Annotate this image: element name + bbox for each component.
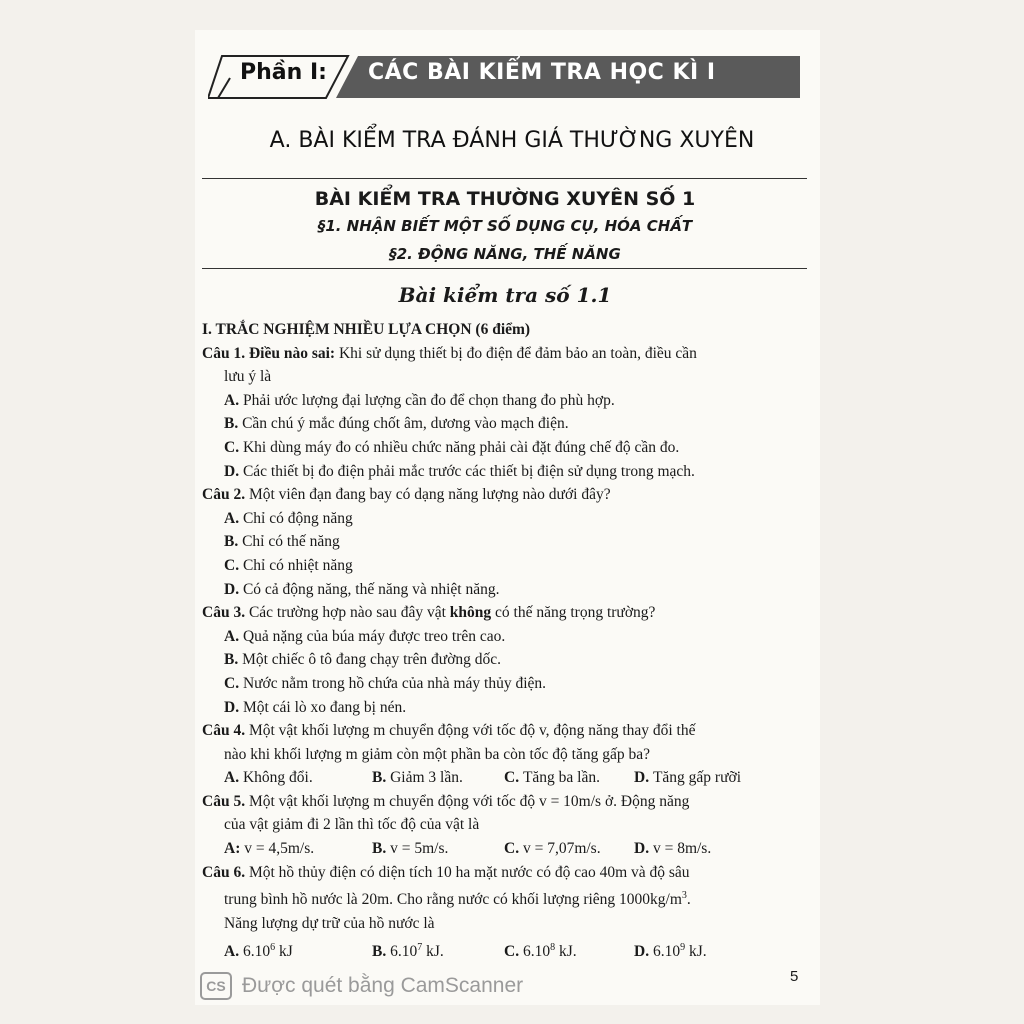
q2-option-a: A. Chỉ có động năng xyxy=(224,509,353,527)
topic-2: §2. ĐỘNG NĂNG, THẾ NĂNG xyxy=(389,245,621,263)
q1-text: Khi sử dụng thiết bị đo điện để đảm bảo an toàn, điều cần xyxy=(338,344,697,362)
top-rule xyxy=(202,178,807,179)
q3-option-b: B. Một chiếc ô tô đang chạy trên đường dốc. xyxy=(224,651,502,669)
part-title: CÁC BÀI KIỂM TRA HỌC KÌ I xyxy=(368,60,716,85)
q6-option-c: C. 6.10$^8$ kJ. xyxy=(504,941,577,960)
question-6: Câu 6. Một hồ thủy điện có diện tích 10 ha mặt nước có độ cao 40m và độ sâu xyxy=(202,863,690,881)
q3-option-d: D. Một cái lò xo đang bị nén. xyxy=(224,698,407,716)
part-banner xyxy=(208,52,800,100)
q6-options xyxy=(202,936,810,964)
q5-option-b: B. v = 5m/s. xyxy=(372,840,449,858)
q3-option-a: A. Quả nặng của búa máy được treo trên cao. xyxy=(224,627,506,645)
q4-option-b: B. Giảm 3 lần. xyxy=(372,769,463,787)
q1-option-c: C. Khi dùng máy đo có nhiều chức năng phải cài đặt đúng chế độ cần đo. xyxy=(224,438,680,456)
section-a-heading: A. BÀI KIỂM TRA ĐÁNH GIÁ THƯỜNG XUYÊN xyxy=(269,128,755,153)
test-title: BÀI KIỂM TRA THƯỜNG XUYÊN SỐ 1 xyxy=(314,188,696,210)
q2-option-c: C. Chỉ có nhiệt năng xyxy=(224,556,353,574)
section-i-heading: I. TRẮC NGHIỆM NHIỀU LỰA CHỌN (6 điểm) xyxy=(202,321,531,338)
q5-option-c: C. v = 7,07m/s. xyxy=(504,840,601,858)
camscanner-logo: CS xyxy=(200,972,232,1000)
q1-cont: lưu ý là xyxy=(224,368,272,386)
question-5: Câu 5. Một vật khối lượng m chuyển động với tốc độ v = 10m/s ở. Động năng xyxy=(202,792,690,810)
watermark-text: Được quét bằng CamScanner xyxy=(242,974,524,997)
topic-1: §1. NHẬN BIẾT MỘT SỐ DỤNG CỤ, HÓA CHẤT xyxy=(317,217,693,235)
q5-cont: của vật giảm đi 2 lần thì tốc độ của vật là xyxy=(224,816,480,834)
q4-options xyxy=(202,766,810,790)
q4-option-d: D. Tăng gấp rưỡi xyxy=(634,769,741,787)
q2-option-d: D. Có cả động năng, thế năng và nhiệt năng. xyxy=(224,580,500,598)
q5-options xyxy=(202,837,810,861)
q3-option-c: C. Nước nằm trong hồ chứa của nhà máy thủy điện. xyxy=(224,674,547,692)
q6-cont2: Năng lượng dự trữ của hồ nước là xyxy=(224,915,435,932)
q1-bold: Điều nào sai: xyxy=(248,344,336,362)
q1-option-d: D. Các thiết bị đo điện phải mắc trước các thiết bị điện sử dụng trong mạch. xyxy=(224,462,695,480)
q1-option-b: B. Cần chú ý mắc đúng chốt âm, dương vào mạch điện. xyxy=(224,415,569,433)
q5-option-d: D. v = 8m/s. xyxy=(634,840,712,858)
q6-option-a: A. 6.10$^6$ kJ xyxy=(224,941,293,960)
page-number: 5 xyxy=(790,968,799,985)
q4-cont: nào khi khối lượng m giảm còn một phần ba còn tốc độ tăng gấp ba? xyxy=(224,745,650,763)
part-label: Phần I: xyxy=(240,60,327,85)
bottom-rule xyxy=(202,268,807,269)
q6-option-d: D. 6.10$^9$ kJ. xyxy=(634,941,707,960)
q6-option-b: B. 6.10$^7$ kJ. xyxy=(372,941,444,960)
camscanner-watermark xyxy=(200,972,523,1000)
q6-cont1: trung bình hồ nước là 20m. Cho rằng nước có khối lượng riêng $1000kg/m^3$. xyxy=(224,890,691,909)
q4-option-c: C. Tăng ba lần. xyxy=(504,769,600,787)
question-4: Câu 4. Một vật khối lượng m chuyển động với tốc độ v, động năng thay đổi thế xyxy=(202,722,696,740)
question-1 xyxy=(202,342,810,366)
q5-option-a: A: v = 4,5m/s. xyxy=(224,840,315,858)
question-3: Câu 3. Các trường hợp nào sau đây vật không có thế năng trọng trường? xyxy=(202,604,656,622)
q1-label: Câu 1. xyxy=(202,344,246,362)
q4-option-a: A. Không đổi. xyxy=(224,769,313,787)
subtest-title: Bài kiểm tra số 1.1 xyxy=(398,283,612,307)
question-2: Câu 2. Một viên đạn đang bay có dạng năng lượng nào dưới đây? xyxy=(202,486,611,504)
q1-option-a: A. Phải ước lượng đại lượng cần đo để chọn thang đo phù hợp. xyxy=(224,391,615,409)
q2-option-b: B. Chỉ có thế năng xyxy=(224,533,340,551)
question-content xyxy=(202,318,810,963)
